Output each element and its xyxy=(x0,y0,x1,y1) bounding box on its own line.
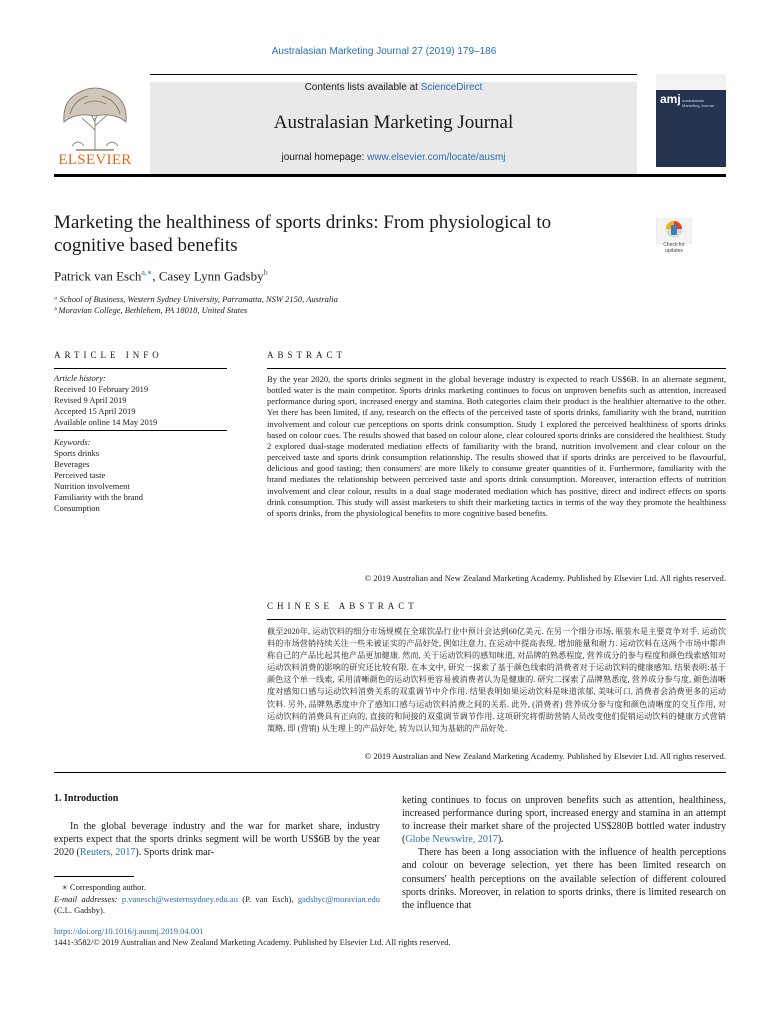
history-entry: Accepted 15 April 2019 xyxy=(54,406,136,416)
citation-link[interactable]: Globe Newswire, 2017 xyxy=(405,834,498,846)
divider xyxy=(54,368,227,369)
journal-reference xyxy=(0,46,768,57)
history-entry: Available online 14 May 2019 xyxy=(54,417,158,427)
keywords-label: Keywords: xyxy=(54,437,91,447)
divider xyxy=(54,430,227,431)
journal-cover-thumbnail[interactable] xyxy=(656,74,726,167)
cover-strip xyxy=(656,74,726,90)
keyword: Nutrition involvement xyxy=(54,481,130,491)
history-entry: Received 10 February 2019 xyxy=(54,384,149,394)
article-title: Marketing the healthiness of sports drinks: From physiological to cognitive based benefits xyxy=(54,212,552,256)
doi-line xyxy=(54,926,204,936)
chinese-abstract-text: 截至2020年, 运动饮料的细分市场规模在全球饮品行业中预计会达到60亿美元. 在另一个细分市场, 瓶装水是主要竞争对手. 运动饮料的市场营销持续关注一些未被证实的产品好处, 例如注意力, 在运动中提高表现, 增加能量和耐力. 运动饮料在这两个市场中都声称自己的产品比起其他产品更加健康. 然而, 关于运动饮料的感知味道, 对品牌的熟悉程度, 营养成分的参与程度和颜色线索感知对运动饮料消费的影响的研究还比较有限. 在本文中, 研究一探索了基于颜色线索的消费者对于运动饮料的健康感知. 结果表明:基于颜色这个单一线索, 采用清晰颜色的运动饮料更容易被消费者认为是健康的. 研究二探索了品牌熟悉度, 营养成分参与度, 颜色清晰度对感知口感与运动饮料消费关系的双重调节中介作用. 结果表明如果运动饮料是味道浓郁, 美味可口, 消费者会消费更多的运动饮料. 另外, 品牌熟悉度中介了感知口感与运动饮料消费之间的关系. 此外, (消费者) 营养成分参与度和颜色清晰度的交互作用, 对运动饮料的消费具有正向的, 直接的和间接的双重调节调节作用. 这项研究将帮助营销人员改变他们促销运动饮料的健康方式营销策略, 即 (营销) 从生理上的产品好处, 转为以认知为基础的产品好处. xyxy=(267,627,726,733)
article-history-label: Article history: xyxy=(54,373,106,383)
cover-title: amj xyxy=(660,92,681,106)
sciencedirect-link[interactable]: ScienceDirect xyxy=(420,82,483,93)
author-name[interactable]: Casey Lynn Gadsby xyxy=(158,268,264,284)
history-entry: Revised 9 April 2019 xyxy=(54,395,127,405)
email-label: E-mail addresses: xyxy=(54,894,122,904)
intro-column-right xyxy=(402,794,726,912)
affiliation-b: ᵇ Moravian College, Bethlehem, PA 18018, United States xyxy=(54,305,248,315)
corresponding-author-note: ∗ Corresponding author. xyxy=(62,882,146,892)
journal-reference-link[interactable]: Australasian Marketing Journal 27 (2019) 179–186 xyxy=(271,46,497,57)
journal-name: Australasian Marketing Journal xyxy=(273,112,514,133)
author-separator: , xyxy=(152,268,159,284)
paragraph-text: In the global beverage industry and the war for market share, industry experts expect that the sports drinks segment will be worth US$6B by the year 2020 ( xyxy=(54,821,380,859)
intro-paragraph-left xyxy=(54,820,380,859)
keyword: Sports drinks xyxy=(54,448,100,458)
author-affiliation-marker[interactable]: b xyxy=(263,268,268,277)
keyword: Beverages xyxy=(54,459,90,469)
section-heading-introduction: 1. Introduction xyxy=(54,793,119,804)
doi-link[interactable]: https://doi.org/10.1016/j.ausmj.2019.04.001 xyxy=(54,926,204,936)
author-name[interactable]: Patrick van Esch xyxy=(54,268,142,284)
paragraph-text: keting continues to focus on unproven benefits such as attention, healthiness, increased performance during sport, increased energy and stamina in an attempt to increase their market share of the projected US$280B bottled water industry ( xyxy=(402,795,726,846)
chinese-abstract-copyright: © 2019 Australian and New Zealand Marketing Academy. Published by Elsevier Ltd. All rights reserved. xyxy=(364,751,726,761)
intro-paragraph xyxy=(402,794,726,846)
paragraph-text: ). xyxy=(497,834,504,846)
article-info-heading: ARTICLE INFO xyxy=(54,350,163,360)
email-footnote xyxy=(54,894,380,916)
cover-subtitle: Australasian Marketing Journal xyxy=(682,98,714,108)
email-link[interactable]: gadsbyc@moravian.edu xyxy=(297,894,380,904)
contents-prefix: Contents lists available at xyxy=(304,82,421,93)
abstract-text: By the year 2020, the sports drinks segment in the global beverage industry is expected to reach US$6B. In an alternate segment, bottled water is the main competitor. Sports drinks marketing continues to focus on unproven benefits such as attention, increased performance during sport, increased energy and stamina. Both categories claim their product is the healthier alternative to the other. Yet there has been limited, if any, research on the effects of the perceived taste of sports drinks, familiarity with the brand, nutrition involvement and colour cue perceptions on sports drink consumption. Study 1 explored the perceived healthiness of sports drinks based on colour cues. The results showed that based on colour alone, clear coloured sports drinks are considered the healthiest. Study 2 explored dual-stage moderated mediation effects of familiarity with the brand, nutrition involvement and clear colour on the perceived taste and sports drink consumption relationship. The results showed that if sports drinks are perceived to be flavourful, delicious and good tasting; then consumers' are more likely to consume greater quantities of it. Furthermore, familiarity with the brand mediates the relationship between perceived taste and sports drink consumption. Moreover, interaction effects of nutrition involvement and clear colour, results in a dual stage moderated mediation which has positive, direct and indirect effects on sports drink consumption. This study will assist marketers to shift their marketing tactics in terms of the way they promote the healthiness of sports drinks, from the physiological benefits to more cognitive based benefits. xyxy=(267,374,726,518)
keyword: Consumption xyxy=(54,503,100,513)
email-owner: (C.L. Gadsby). xyxy=(54,905,105,915)
affiliation-a: ᵃ School of Business, Western Sydney University, Parramatta, NSW 2150, Australia xyxy=(54,294,338,304)
paragraph-text: ). Sports drink mar- xyxy=(135,847,215,859)
issn-copyright-line: 1441-3582/© 2019 Australian and New Zealand Marketing Academy. Published by Elsevier Ltd. All rights reserved. xyxy=(54,937,451,947)
author-affiliation-marker[interactable]: a,∗ xyxy=(141,268,153,277)
homepage-prefix: journal homepage: xyxy=(281,152,368,163)
divider xyxy=(54,772,726,773)
citation-link[interactable]: Reuters, 2017 xyxy=(79,847,136,859)
homepage-link[interactable]: www.elsevier.com/locate/ausmj xyxy=(367,152,506,163)
footnote-rule xyxy=(54,876,134,877)
elsevier-wordmark: ELSEVIER xyxy=(58,152,132,168)
authors xyxy=(54,268,268,284)
header-rule xyxy=(150,74,637,75)
keyword: Familiarity with the brand xyxy=(54,492,143,502)
abstract-copyright: © 2019 Australian and New Zealand Marketing Academy. Published by Elsevier Ltd. All rights reserved. xyxy=(364,573,726,583)
chinese-abstract-heading: CHINESE ABSTRACT xyxy=(267,601,418,611)
abstract-heading: ABSTRACT xyxy=(267,350,347,360)
email-link[interactable]: p.vanesch@westernsydney.edu.au xyxy=(121,894,238,904)
contents-line xyxy=(150,82,637,93)
homepage-line xyxy=(150,152,637,163)
keyword: Perceived taste xyxy=(54,470,106,480)
header-rule-thick xyxy=(54,174,726,177)
email-owner: (P. van Esch), xyxy=(237,894,298,904)
check-for-updates-label: Check for updates xyxy=(663,242,685,254)
divider xyxy=(267,619,726,620)
intro-paragraph: There has been a long association with the influence of health perceptions and colour on beverage selection, yet there has been limited research on consumers' health perceptions on the available selection of different coloured sports drinks. Moreover, in relation to sports drinks, there is limited research on the influence that xyxy=(402,847,726,911)
divider xyxy=(267,368,726,369)
